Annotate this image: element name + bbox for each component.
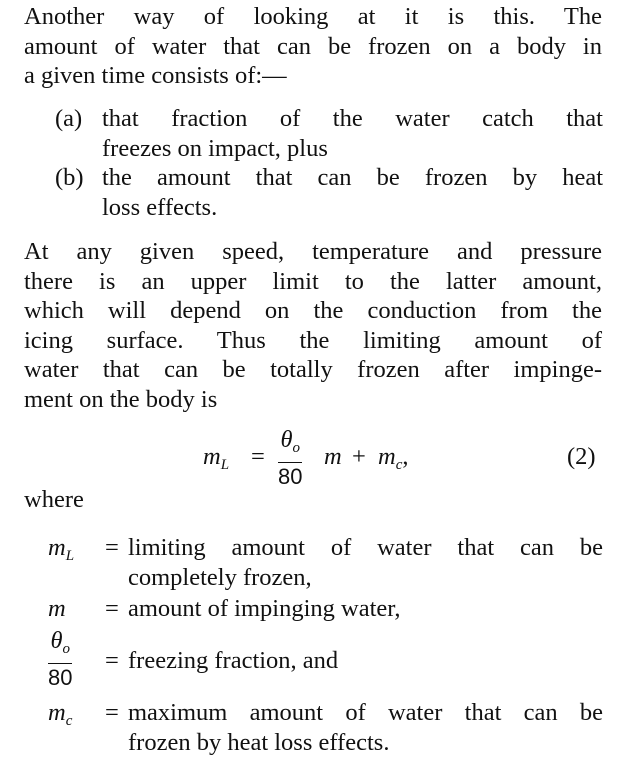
text-line: the amount that can be frozen by heat xyxy=(102,164,603,191)
symbol-m: m xyxy=(48,595,66,622)
equation-number: (2) xyxy=(567,443,596,470)
definition-text: amount of impinging water, xyxy=(128,595,401,622)
list-item xyxy=(55,104,603,163)
equals-sign: = xyxy=(105,534,119,561)
text-line: which will depend on the conduction from the xyxy=(24,297,602,324)
body-paragraph xyxy=(24,237,602,414)
freezing-fraction: $\frac{\theta_o}{80}$ xyxy=(278,426,303,489)
where-label: where xyxy=(24,486,84,513)
symbol-mc: $m_c$ xyxy=(48,699,73,729)
text-line: icing surface. Thus the limiting amount of xyxy=(24,326,602,354)
text-line: there is an upper limit to the latter amount, xyxy=(24,267,602,295)
text-line: ment on the body is xyxy=(24,385,218,413)
definition-text: maximum amount of water that can be frozen by heat loss effects. xyxy=(128,699,603,756)
text-line: a given time consists of:— xyxy=(24,62,287,89)
equals-sign: = xyxy=(105,699,119,726)
list-item-label: (b) xyxy=(55,164,84,191)
text-line: amount of water that can be frozen on a body in xyxy=(24,32,602,60)
definition-text: freezing fraction, and xyxy=(128,647,339,674)
equals-sign: = xyxy=(105,647,119,674)
list-item xyxy=(55,163,603,222)
equation-mc: $m_c$, xyxy=(378,443,409,473)
equation-2 xyxy=(0,427,630,489)
equation-lhs: $m_L$ xyxy=(203,443,230,473)
list-item-label: (a) xyxy=(55,105,83,132)
text-line: that fraction of the water catch that xyxy=(102,105,603,132)
definition-text: limiting amount of water that can be completely frozen, xyxy=(128,534,603,591)
text-line: At any given speed, temperature and pressure xyxy=(24,238,602,265)
enumerated-list xyxy=(55,104,603,222)
text-line: water that can be totally frozen after impinge- xyxy=(24,356,602,383)
text-line: loss effects. xyxy=(102,193,218,221)
symbol-mL: $m_L$ xyxy=(48,534,75,564)
intro-paragraph xyxy=(24,2,602,91)
text-line: Another way of looking at it is this. The xyxy=(24,3,602,30)
equation-m: m xyxy=(324,443,342,470)
equals-sign: = xyxy=(105,595,119,622)
text-line: freezes on impact, plus xyxy=(102,134,328,162)
plus-sign: + xyxy=(352,443,366,470)
symbol-freezing-fraction: $\frac{\theta_o}{80}$ xyxy=(48,627,73,690)
equals-sign: = xyxy=(251,443,265,470)
